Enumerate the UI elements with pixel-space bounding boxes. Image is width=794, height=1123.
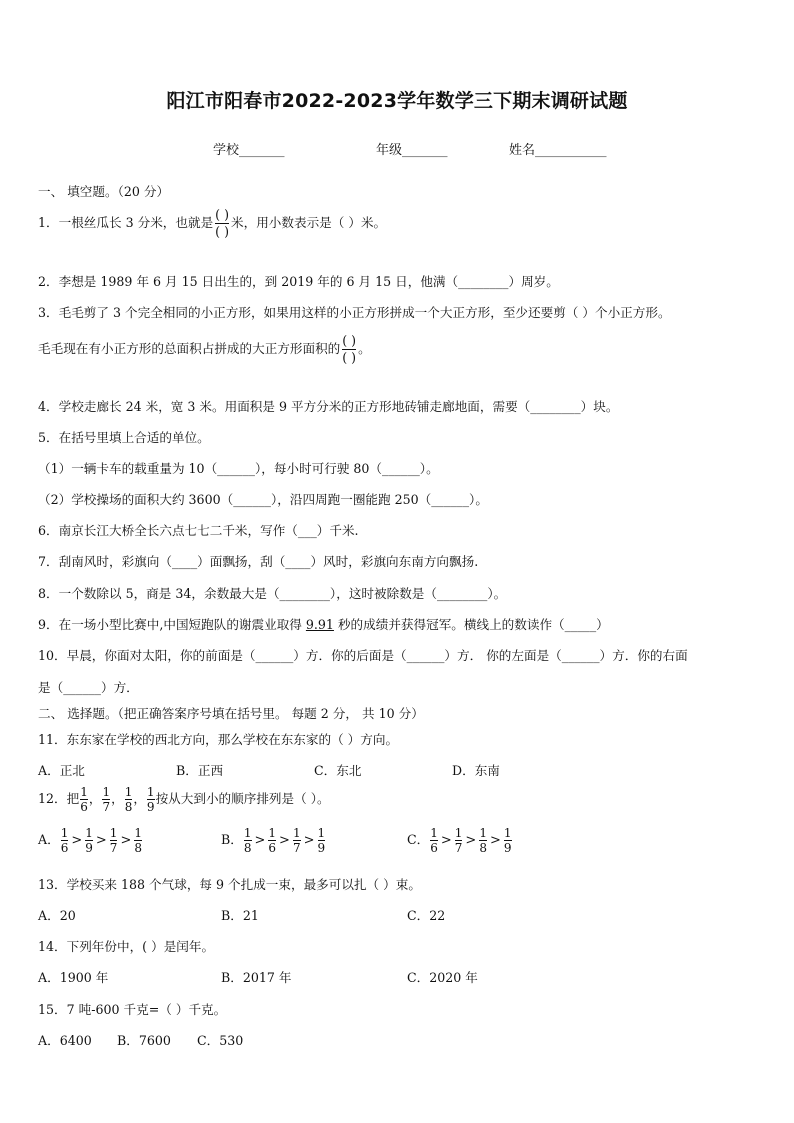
fraction: $\frac{1}{6}$ xyxy=(80,785,88,814)
fraction: $\frac{1}{7}$ xyxy=(292,826,301,855)
option-d: D．东南 xyxy=(452,763,500,778)
question-10: 10．早晨，你面对太阳，你的前面是（______）方．你的后面是（______）方． 你的左面是（______）方．你的右面 xyxy=(38,648,688,663)
name-field: 姓名___________ xyxy=(509,143,607,158)
option-b: B．21 xyxy=(221,908,259,923)
fraction: $\frac{1}{6}$ xyxy=(60,826,69,855)
question-8: 8．一个数除以 5，商是 34，余数最大是（________），这时被除数是（________）。 xyxy=(38,586,507,601)
option-b: B．7600 xyxy=(117,1033,171,1048)
fraction: $\frac{1}{6}$ xyxy=(430,826,438,855)
fraction: $\frac{1}{8}$ xyxy=(124,785,133,814)
grade-field: 年级_______ xyxy=(376,143,448,158)
option-b: B．正西 xyxy=(176,763,224,778)
school-field: 学校_______ xyxy=(213,143,285,158)
fraction: $\frac{1}{8}$ xyxy=(479,826,487,855)
question-3: 3．毛毛剪了 3 个完全相同的小正方形，如果用这样的小正方形拼成一个大正方形，至少还要剪（ ）个小正方形。 xyxy=(38,305,671,320)
fraction: $\frac{1}{9}$ xyxy=(146,785,155,814)
greater-than-sign: > xyxy=(71,833,83,848)
question-text: 。 xyxy=(358,341,371,356)
option-c: C．东北 xyxy=(314,763,362,778)
option-c: C．2020 年 xyxy=(407,970,478,985)
question-15: 15．7 吨-600 千克=（ ）千克。 xyxy=(38,1002,227,1017)
section-heading-fill-in: 一、 填空题。（20 分） xyxy=(38,184,170,199)
option-c: C．530 xyxy=(197,1033,244,1048)
question-5: 5．在括号里填上合适的单位。 xyxy=(38,430,210,445)
fraction: $\frac{1}{9}$ xyxy=(85,826,93,855)
option-a: A．1900 年 xyxy=(38,970,109,985)
greater-than-sign: > xyxy=(303,833,315,848)
section-heading-choice: 二、 选择题。（把正确答案序号填在括号里。 每题 2 分， 共 10 分） xyxy=(38,706,424,721)
option-a: A．20 xyxy=(38,908,76,923)
option-b: B．2017 年 xyxy=(221,970,292,985)
fraction: $\frac{1}{7}$ xyxy=(102,785,111,814)
question-13: 13．学校买来 188 个气球，每 9 个扎成一束，最多可以扎（ ）束。 xyxy=(38,877,421,892)
fraction-blank: $\frac{( )}{( )}$ xyxy=(215,207,230,239)
greater-than-sign: > xyxy=(95,833,107,848)
question-text: 1．一根丝瓜长 3 分米，也就是 xyxy=(38,215,214,230)
fraction: $\frac{1}{7}$ xyxy=(454,826,463,855)
option-a: A．正北 xyxy=(38,763,85,778)
question-14: 14．下列年份中，( ）是闰年。 xyxy=(38,939,215,954)
option-c: C． $\frac{1}{6}$ > $\frac{1}{7}$ > $\frac{1}{8}$ > $\frac{1}{9}$ xyxy=(407,826,512,855)
fraction-blank: $\frac{( )}{( )}$ xyxy=(342,333,357,365)
fraction: $\frac{1}{6}$ xyxy=(268,826,277,855)
question-2: 2．李想是 1989 年 6 月 15 日出生的，到 2019 年的 6 月 15 日，他满（________）周岁。 xyxy=(38,274,559,289)
question-12: 12．把 $\frac{1}{6}$ ， $\frac{1}{7}$ ， $\frac{1}{8}$ ， $\frac{1}{9}$ 按从大到小的顺序排列是（ ）。 xyxy=(38,785,330,814)
question-text: 米，用小数表示是（ ）米。 xyxy=(231,215,387,230)
fraction: $\frac{1}{8}$ xyxy=(243,826,252,855)
question-6: 6．南京长江大桥全长六点七七二千米，写作（___）千米. xyxy=(38,523,359,538)
question-4: 4．学校走廊长 24 米，宽 3 米。用面积是 9 平方分米的正方形地砖铺走廊地面，需要（________）块。 xyxy=(38,399,619,414)
fraction: $\frac{1}{9}$ xyxy=(317,826,326,855)
question-text: 毛毛现在有小正方形的总面积占拼成的大正方形面积的 xyxy=(38,341,341,356)
greater-than-sign: > xyxy=(489,833,501,848)
greater-than-sign: > xyxy=(279,833,290,848)
option-a: A．6400 xyxy=(38,1033,92,1048)
option-c: C．22 xyxy=(407,908,446,923)
fraction: $\frac{1}{7}$ xyxy=(109,826,118,855)
question-9: 9．在一场小型比赛中,中国短跑队的谢震业取得 9.91 秒的成绩并获得冠军。横线上的数读作（_____） xyxy=(38,617,609,632)
greater-than-sign: > xyxy=(465,833,477,848)
greater-than-sign: > xyxy=(440,833,452,848)
fraction: $\frac{1}{9}$ xyxy=(503,826,512,855)
question-1 xyxy=(38,208,386,239)
option-b: B． $\frac{1}{8}$ > $\frac{1}{6}$ > $\frac{1}{7}$ > $\frac{1}{9}$ xyxy=(221,826,326,855)
greater-than-sign: > xyxy=(120,833,132,848)
greater-than-sign: > xyxy=(254,833,266,848)
question-11: 11．东东家在学校的西北方向，那么学校在东东家的（ ）方向。 xyxy=(38,732,399,747)
question-5-part-1: （1）一辆卡车的载重量为 10（______），每小时可行驶 80（______）。 xyxy=(38,461,439,476)
question-5-part-2: （2）学校操场的面积大约 3600（______），沿四周跑一圈能跑 250（______）。 xyxy=(38,492,488,507)
underlined-number: 9.91 xyxy=(305,617,334,632)
question-3-continued xyxy=(38,334,371,365)
question-10-continued: 是（______）方． xyxy=(38,680,139,695)
option-a: A． $\frac{1}{6}$ > $\frac{1}{9}$ > $\frac{1}{7}$ > $\frac{1}{8}$ xyxy=(38,826,142,855)
page-title: 阳江市阳春市2022-2023学年数学三下期末调研试题 xyxy=(166,90,628,112)
question-7: 7．刮南风时，彩旗向（____）面飘扬，刮（____）风时，彩旗向东南方向飘扬. xyxy=(38,554,479,569)
fraction: $\frac{1}{8}$ xyxy=(134,826,142,855)
